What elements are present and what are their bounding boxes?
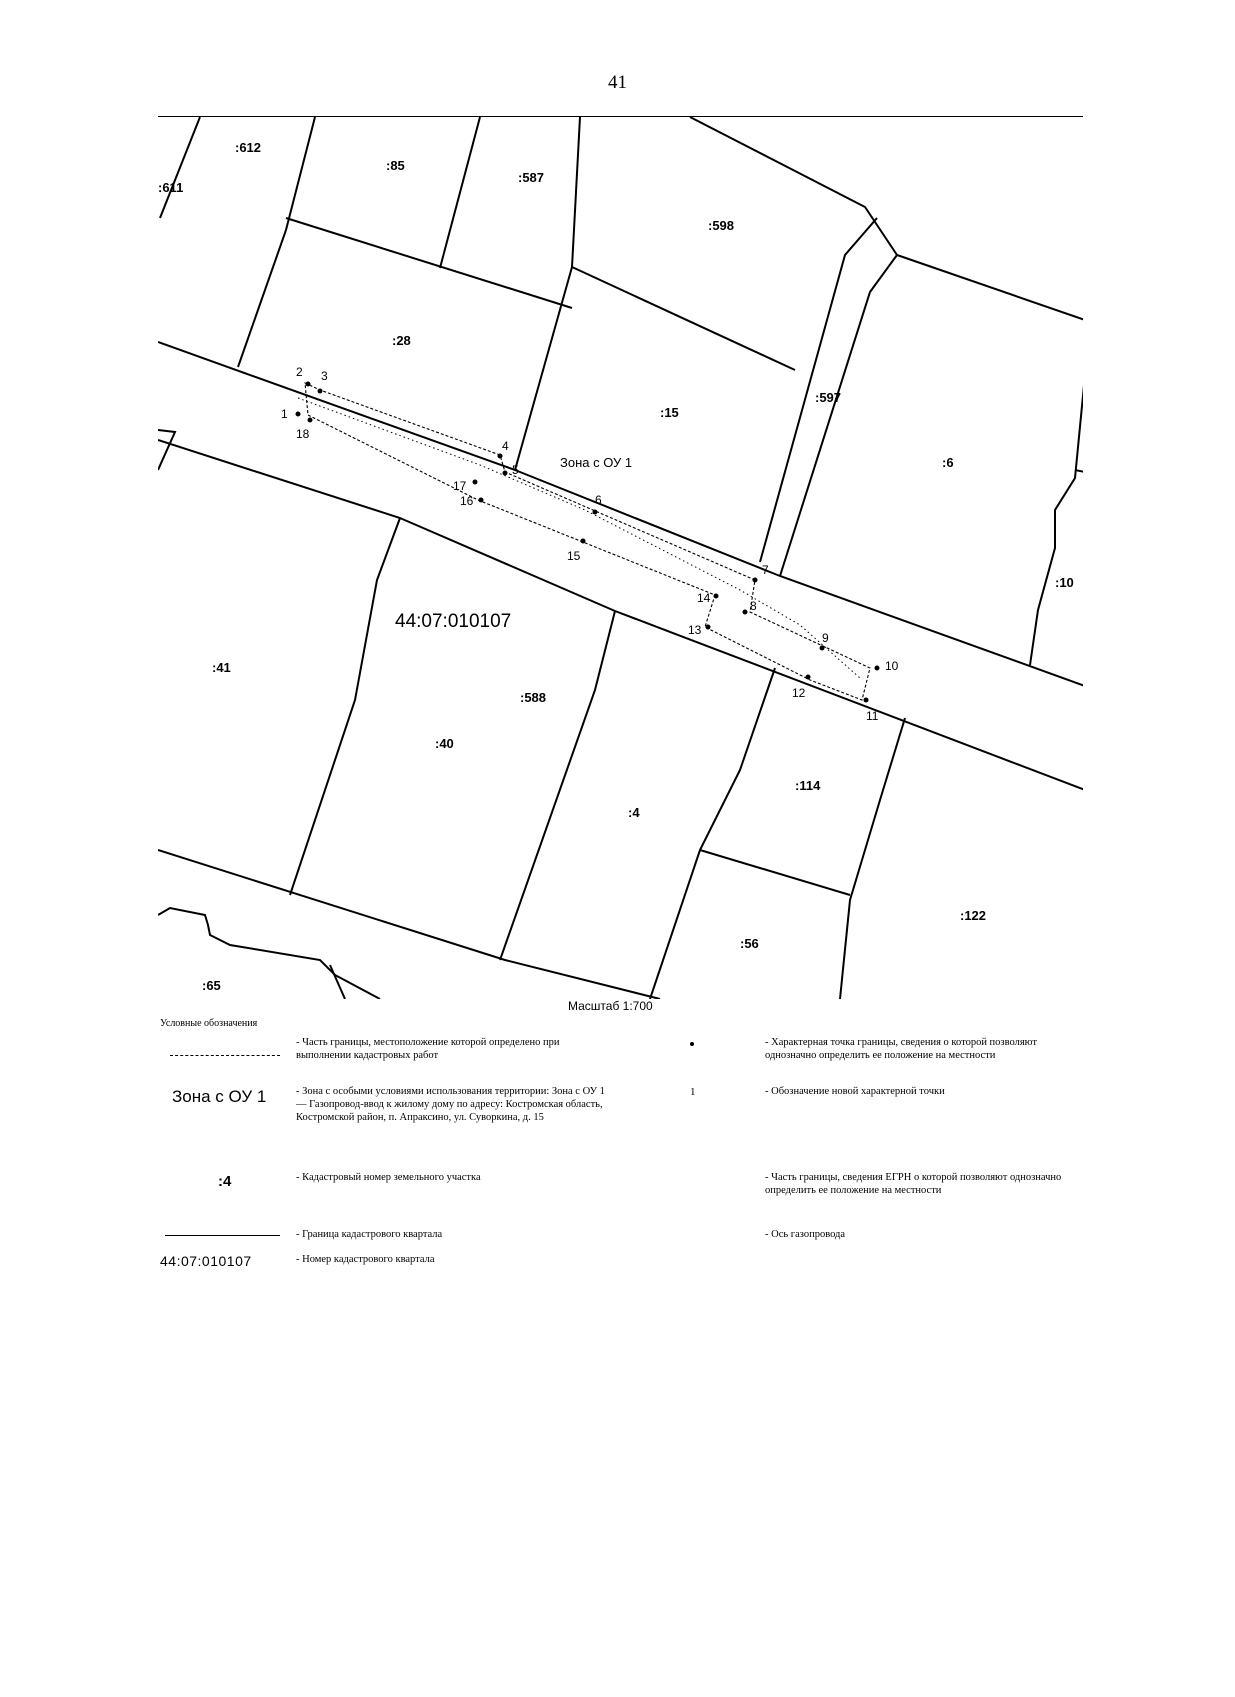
parcel-boundary (158, 908, 380, 999)
gas-pipeline-axis (298, 398, 860, 678)
parcel-label: :85 (386, 158, 405, 173)
point-marker (581, 539, 586, 544)
parcel-boundary (158, 430, 175, 470)
point-marker (864, 698, 869, 703)
legend-symbol-parcel: :4 (218, 1173, 232, 1190)
parcel-label: :611 (158, 180, 184, 195)
parcel-label: :598 (708, 218, 735, 233)
zone-label: Зона с ОУ 1 (560, 455, 633, 470)
parcel-label: :41 (212, 660, 231, 675)
parcel-label: :587 (518, 170, 545, 185)
point-marker (714, 594, 719, 599)
parcel-boundary (690, 117, 1085, 320)
parcel-boundary (440, 117, 480, 268)
parcel-label: :122 (960, 908, 987, 923)
parcel-boundary (500, 611, 615, 960)
legend-text: - Обозначение новой характерной точки (765, 1086, 945, 1097)
parcel-boundary (700, 850, 850, 895)
point-label: 9 (822, 631, 829, 645)
legend-text: - Граница кадастрового квартала (296, 1229, 443, 1240)
legend-text: - Ось газопровода (765, 1229, 846, 1240)
point-label: 11 (866, 709, 879, 723)
legend-text: - Часть границы, местоположение которой определено при выполнении кадастровых работ (296, 1037, 560, 1061)
point-marker (593, 510, 598, 515)
legend-symbol-block-boundary (165, 1235, 280, 1236)
point-marker (308, 418, 313, 423)
map-scale: Масштаб 1:700 (568, 999, 653, 1013)
parcel-label: :56 (740, 936, 759, 951)
parcel-label: :114 (795, 778, 821, 793)
parcel-boundary (286, 218, 572, 308)
point-label: 15 (567, 549, 581, 563)
point-label: 16 (460, 494, 474, 508)
parcel-boundary (330, 965, 345, 999)
legend-symbol-zone: Зона с ОУ 1 (172, 1087, 267, 1106)
legend-title: Условные обозначения (160, 1018, 258, 1029)
point-marker (743, 610, 748, 615)
parcel-boundary (1030, 375, 1085, 665)
parcel-boundary (160, 117, 200, 218)
parcel-label: :40 (435, 736, 454, 751)
parcel-label: :612 (235, 140, 262, 155)
point-label: 8 (750, 599, 757, 613)
parcel-boundary (158, 850, 660, 999)
point-marker (306, 382, 311, 387)
parcel-label: :65 (202, 978, 221, 993)
point-marker (479, 498, 484, 503)
point-marker (753, 578, 758, 583)
point-marker (473, 480, 478, 485)
point-label: 12 (792, 686, 806, 700)
parcel-label: :10 (1055, 575, 1074, 590)
legend-symbol-line (170, 1055, 280, 1056)
parcel-boundary (840, 718, 905, 999)
point-marker (498, 454, 503, 459)
point-label: 4 (502, 439, 509, 453)
parcel-boundary (572, 267, 795, 370)
legend-symbol-block: 44:07:010107 (160, 1253, 252, 1269)
street-boundary-lower (158, 440, 1085, 790)
point-label: 13 (688, 623, 702, 637)
point-label: 6 (595, 493, 602, 507)
point-label: 3 (321, 369, 328, 383)
point-marker (806, 675, 811, 680)
legend-text: - Часть границы, сведения ЕГРН о которой позволяют однозначно определить ее положение на местности (765, 1172, 1062, 1196)
legend-text: - Номер кадастрового квартала (296, 1254, 435, 1265)
street-boundary-upper (158, 342, 1085, 686)
point-marker (318, 389, 323, 394)
point-marker (503, 471, 508, 476)
parcel-label: :588 (520, 690, 547, 705)
zone-boundary (305, 383, 870, 700)
point-label: 5 (512, 463, 519, 477)
legend-symbol-number: 1 (690, 1086, 696, 1098)
parcel-boundary (780, 255, 897, 576)
point-label: 14 (697, 591, 711, 605)
parcel-label: :28 (392, 333, 411, 348)
parcel-label: :15 (660, 405, 679, 420)
legend-symbol-point (690, 1042, 694, 1046)
point-label: 17 (453, 479, 467, 493)
block-number: 44:07:010107 (395, 611, 512, 632)
parcel-boundary (290, 518, 400, 895)
legend-text: - Зона с особыми условиями использования территории: Зона с ОУ 1 — Газопровод-ввод к жилому дому по адресу: Костромская область, Костромской район, п. Апраксино, ул. Суворкина, д. 15 (296, 1086, 605, 1123)
point-label: 10 (885, 659, 899, 673)
point-label: 1 (281, 407, 288, 421)
legend-text: - Характерная точка границы, сведения о которой позволяют однозначно определить ее положение на местности (765, 1037, 1037, 1061)
parcel-label: :6 (942, 455, 954, 470)
parcel-label: :597 (815, 390, 842, 405)
point-label: 2 (296, 365, 303, 379)
point-marker (706, 625, 711, 630)
point-marker (820, 646, 825, 651)
point-marker (296, 412, 301, 417)
parcel-label: :4 (628, 805, 640, 820)
point-label: 7 (762, 563, 769, 577)
point-marker (875, 666, 880, 671)
legend-text: - Кадастровый номер земельного участка (296, 1172, 481, 1183)
page-number: 41 (608, 72, 627, 93)
point-label: 18 (296, 427, 310, 441)
